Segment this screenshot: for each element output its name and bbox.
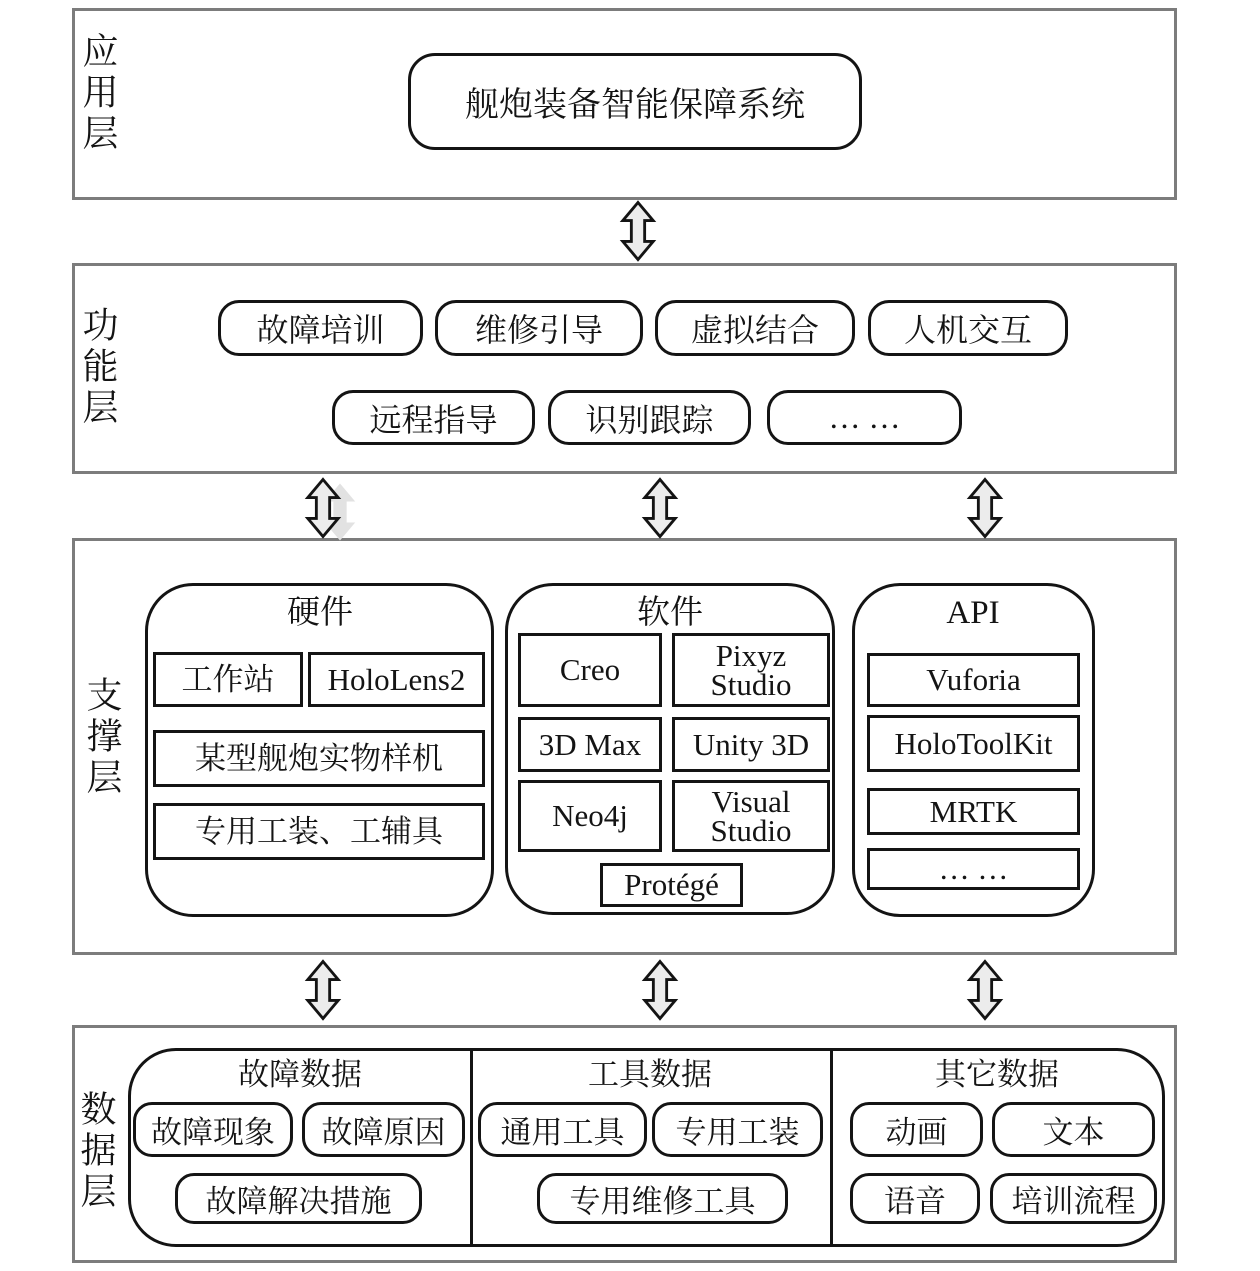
function-node-virtual-fusion: 虚拟结合 [655,300,855,356]
api-group-title: API [946,595,1000,631]
hardware-item-tooling: 专用工装、工辅具 [153,803,485,860]
app-layer-label: 应用层 [78,32,118,155]
software-item-3dmax: 3D Max [518,717,662,772]
data-layer-label: 数据层 [76,1090,116,1213]
api-item-vuforia: Vuforia [867,653,1080,707]
api-item-holotoolkit: HoloToolKit [867,715,1080,772]
data-section-divider [470,1048,473,1247]
api-item-mrtk: MRTK [867,788,1080,835]
tool-data-title: 工具数据 [588,1057,712,1092]
data-item-text: 文本 [992,1102,1155,1157]
software-group-title: 软件 [637,595,703,631]
data-item-fault-cause: 故障原因 [302,1102,465,1157]
hardware-item-hololens2: HoloLens2 [308,652,485,707]
hardware-group-title: 硬件 [287,595,353,631]
data-section-divider [830,1048,833,1247]
double-arrow-icon [619,200,657,262]
double-arrow-icon [641,959,679,1021]
function-layer-label: 功能层 [78,306,118,429]
software-item-creo: Creo [518,633,662,707]
data-item-special-repair-tools: 专用维修工具 [537,1173,788,1224]
software-item-pixyz-studio: Pixyz Studio [672,633,830,707]
double-arrow-icon [966,477,1004,539]
data-item-voice: 语音 [850,1173,980,1224]
software-item-unity3d: Unity 3D [672,717,830,772]
support-layer-label: 支撑层 [82,676,122,799]
function-node-fault-training: 故障培训 [218,300,423,356]
double-arrow-icon [966,959,1004,1021]
system-title-node: 舰炮装备智能保障系统 [408,53,862,150]
data-item-fault-phenomenon: 故障现象 [133,1102,293,1157]
function-node-remote-guidance: 远程指导 [332,390,535,445]
double-arrow-icon [304,959,342,1021]
api-item-ellipsis: … … [867,848,1080,890]
double-arrow-icon [304,477,342,539]
hardware-item-gun-prototype: 某型舰炮实物样机 [153,730,485,787]
data-item-training-process: 培训流程 [990,1173,1157,1224]
software-item-visual-studio: Visual Studio [672,780,830,852]
double-arrow-icon [641,477,679,539]
function-node-repair-guidance: 维修引导 [435,300,643,356]
software-item-neo4j: Neo4j [518,780,662,852]
data-item-fault-solution: 故障解决措施 [175,1173,422,1224]
function-node-ellipsis: … … [767,390,962,445]
data-item-animation: 动画 [850,1102,983,1157]
fault-data-title: 故障数据 [238,1057,362,1092]
data-item-general-tools: 通用工具 [478,1102,647,1157]
other-data-title: 其它数据 [935,1057,1059,1092]
software-item-protege: Protégé [600,863,743,907]
function-node-hmi: 人机交互 [868,300,1068,356]
function-node-recognition: 识别跟踪 [548,390,751,445]
data-item-special-tooling: 专用工装 [652,1102,823,1157]
hardware-item-workstation: 工作站 [153,652,303,707]
